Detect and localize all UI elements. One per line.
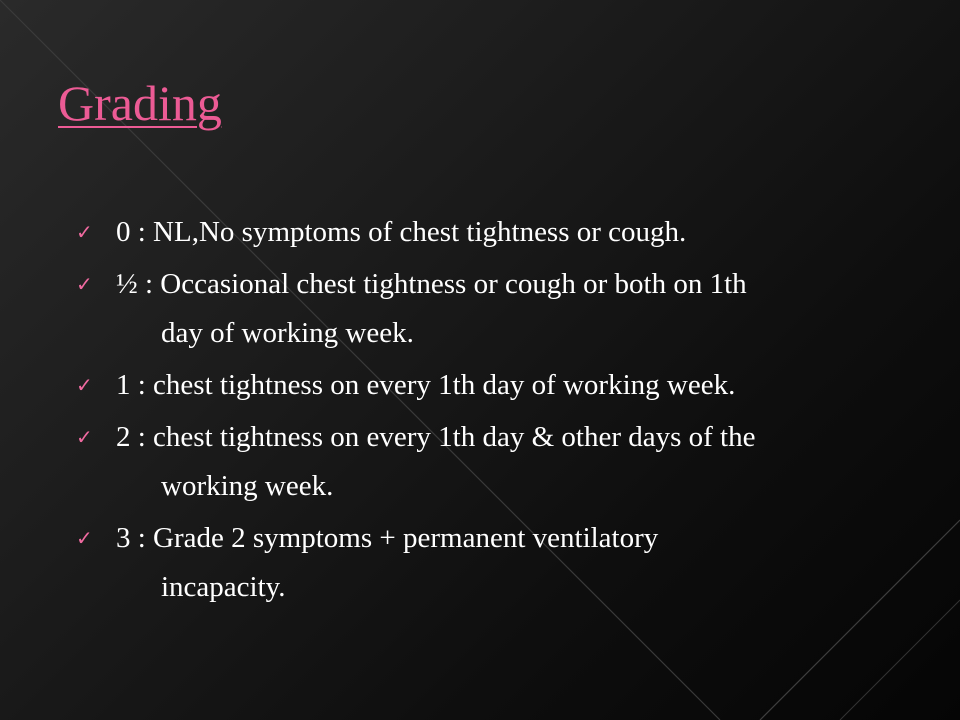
check-icon: ✓ (76, 272, 93, 296)
bullet-text-continuation: incapacity. (161, 571, 286, 603)
check-icon: ✓ (76, 220, 93, 244)
bullet-item (76, 413, 936, 511)
slide-title: Grading (58, 75, 222, 131)
bullet-text: 1 : chest tightness on every 1th day of working week. (116, 369, 736, 401)
bullet-text: 3 : Grade 2 symptoms + permanent ventilatory (116, 522, 659, 554)
bullet-text: 0 : NL,No symptoms of chest tightness or cough. (116, 216, 687, 248)
bullet-text: 2 : chest tightness on every 1th day & other days of the (116, 421, 756, 453)
bullet-item (76, 260, 936, 358)
check-icon: ✓ (76, 373, 93, 397)
check-icon: ✓ (76, 425, 93, 449)
check-icon: ✓ (76, 526, 93, 550)
bullet-list (76, 208, 936, 612)
bullet-item (76, 514, 936, 612)
bullet-text: ½ : Occasional chest tightness or cough or both on 1th (116, 268, 747, 300)
bullet-text-continuation: working week. (161, 470, 334, 502)
corner-line (840, 600, 960, 720)
bullet-item (76, 361, 936, 410)
bullet-text-continuation: day of working week. (161, 317, 414, 349)
bullet-item (76, 208, 936, 257)
